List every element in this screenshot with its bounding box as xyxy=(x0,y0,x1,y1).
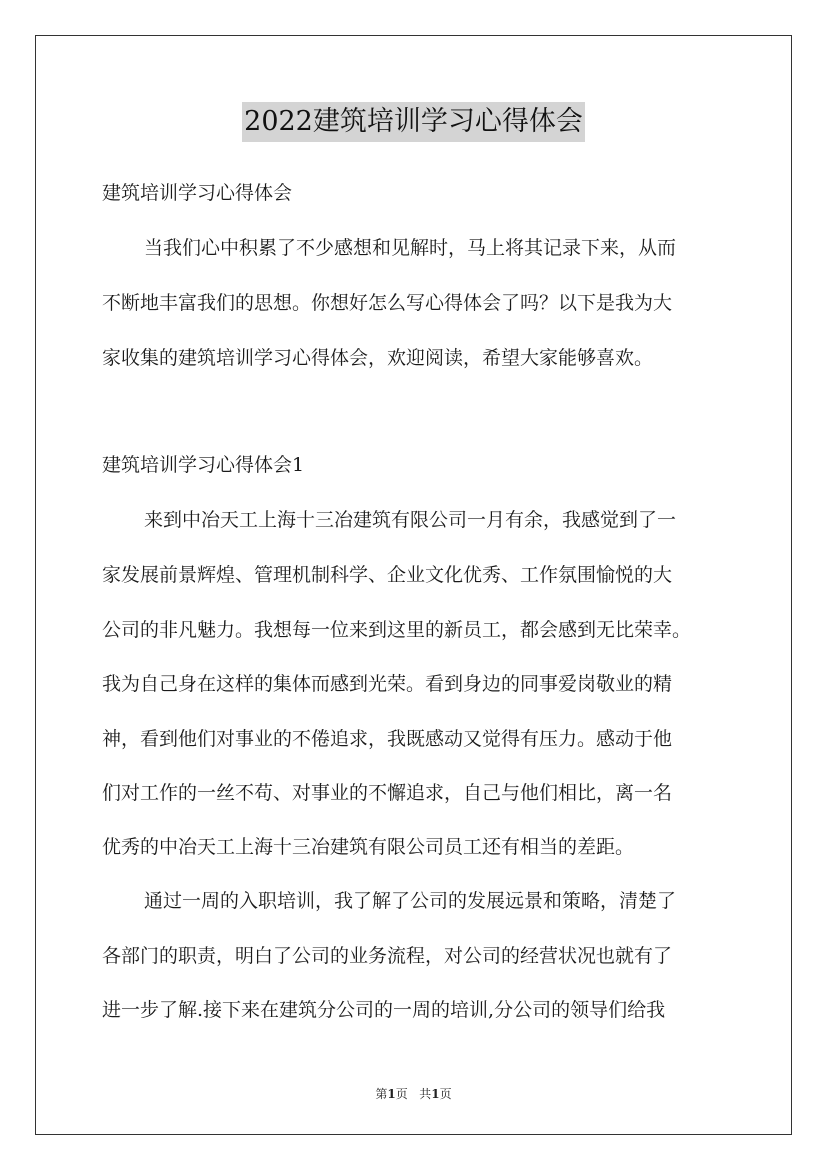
title-container xyxy=(0,102,827,142)
text-line: 公司的非凡魅力。我想每一位来到这里的新员工，都会感到无比荣幸。 xyxy=(102,619,692,641)
text-line: 家发展前景辉煌、管理机制科学、企业文化优秀、工作氛围愉悦的大 xyxy=(102,564,673,586)
text-line: 通过一周的入职培训，我了解了公司的发展远景和策略，清楚了 xyxy=(144,890,677,912)
text-line: 优秀的中冶天工上海十三冶建筑有限公司员工还有相当的差距。 xyxy=(102,836,635,858)
total-pages: 1 xyxy=(431,1087,440,1101)
page-prefix: 第 xyxy=(375,1087,388,1101)
text-line: 当我们心中积累了不少感想和见解时，马上将其记录下来，从而 xyxy=(144,237,677,259)
text-line: 来到中冶天工上海十三冶建筑有限公司一月有余，我感觉到了一 xyxy=(144,509,677,531)
page-footer xyxy=(0,1085,827,1102)
text-line: 家收集的建筑培训学习心得体会，欢迎阅读，希望大家能够喜欢。 xyxy=(102,347,654,369)
text-line: 不断地丰富我们的思想。你想好怎么写心得体会了吗？以下是我为大 xyxy=(102,292,673,314)
page-number: 1 xyxy=(387,1087,396,1101)
text-line: 我为自己身在这样的集体而感到光荣。看到身边的同事爱岗敬业的精 xyxy=(102,673,673,695)
document-title: 2022建筑培训学习心得体会 xyxy=(242,102,585,142)
section-heading: 建筑培训学习心得体会1 xyxy=(102,454,305,476)
text-line: 神，看到他们对事业的不倦追求，我既感动又觉得有压力。感动于他 xyxy=(102,728,673,750)
page-suffix: 页 xyxy=(395,1087,408,1101)
text-line: 进一步了解.接下来在建筑分公司的一周的培训,分公司的领导们给我 xyxy=(102,999,666,1021)
total-suffix: 页 xyxy=(439,1087,452,1101)
text-line: 们对工作的一丝不苟、对事业的不懈追求，自己与他们相比，离一名 xyxy=(102,782,673,804)
total-prefix: 共 xyxy=(419,1087,432,1101)
section-heading: 建筑培训学习心得体会 xyxy=(102,182,293,204)
text-line: 各部门的职责，明白了公司的业务流程，对公司的经营状况也就有了 xyxy=(102,945,673,967)
